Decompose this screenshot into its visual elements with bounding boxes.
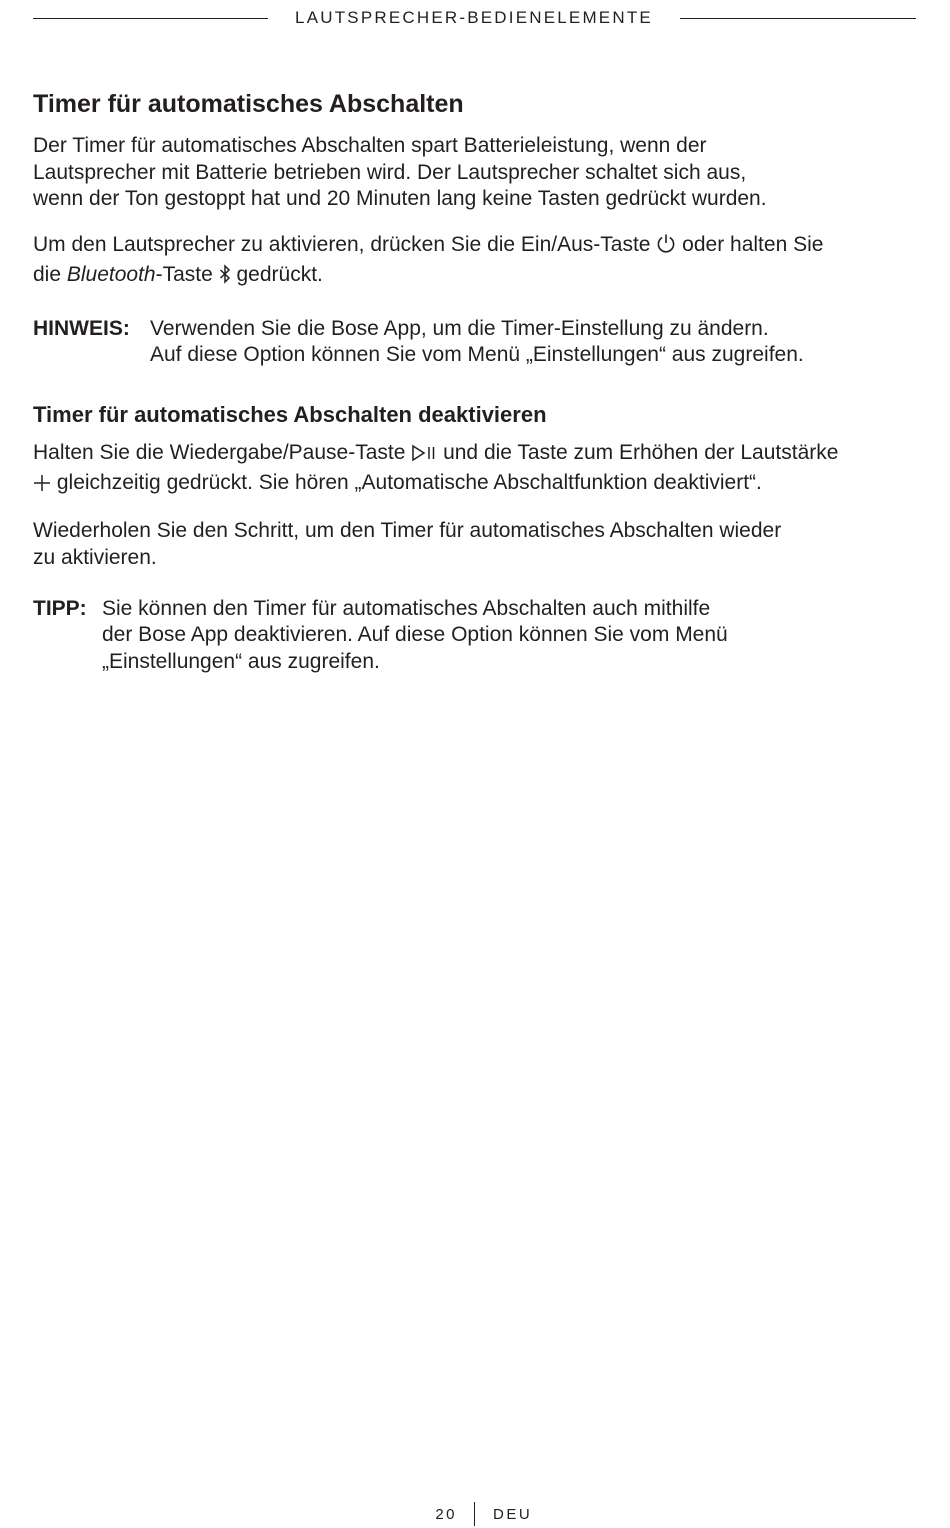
- text-line: der Bose App deaktivieren. Auf diese Option können Sie vom Menü: [102, 623, 728, 647]
- activation-paragraph: [33, 232, 918, 291]
- text-span: gleichzeitig gedrückt. Sie hören „Automatische Abschaltfunktion deaktiviert“.: [56, 470, 762, 494]
- tip-label: TIPP:: [33, 596, 87, 620]
- bluetooth-icon: [219, 264, 231, 292]
- header-rule-right: [680, 18, 916, 19]
- section-header: LAUTSPRECHER-BEDIENELEMENTE: [295, 8, 653, 27]
- language-code: DEU: [493, 1506, 533, 1523]
- text-line: wenn der Ton gestoppt hat und 20 Minuten lang keine Tasten gedrückt wurden.: [33, 187, 767, 211]
- bluetooth-term: Bluetooth: [66, 262, 156, 286]
- text-line: Auf diese Option können Sie vom Menü „Einstellungen“ aus zugreifen.: [150, 343, 804, 367]
- header-rule-left: [33, 18, 268, 19]
- page-footer: [0, 1502, 950, 1528]
- text-span: Um den Lautsprecher zu aktivieren, drücken Sie die Ein/Aus-Taste: [33, 233, 651, 257]
- hinweis-note: [33, 316, 918, 369]
- text-line: Verwenden Sie die Bose App, um die Timer-Einstellung zu ändern.: [150, 316, 769, 340]
- text-span: -Taste: [155, 262, 213, 286]
- text-line: Der Timer für automatisches Abschalten spart Batterieleistung, wenn der: [33, 134, 707, 157]
- text-span: gedrückt.: [236, 262, 323, 286]
- page-content: [33, 88, 918, 676]
- text-span: und die Taste zum Erhöhen der Lautstärke: [443, 440, 839, 464]
- play-pause-icon: [411, 443, 437, 470]
- text-span: oder halten Sie: [682, 233, 824, 257]
- text-line: zu aktivieren.: [33, 546, 157, 570]
- power-icon: [656, 233, 676, 262]
- text-line: Wiederholen Sie den Schritt, um den Timer für automatisches Abschalten wieder: [33, 519, 782, 543]
- text-line: „Einstellungen“ aus zugreifen.: [102, 650, 380, 674]
- repeat-paragraph: [33, 518, 918, 571]
- text-span: die: [33, 262, 62, 286]
- text-line: Sie können den Timer für automatisches Abschalten auch mithilfe: [102, 596, 711, 620]
- text-span: Halten Sie die Wiedergabe/Pause-Taste: [33, 440, 406, 464]
- tipp-note: [33, 596, 918, 676]
- intro-paragraph: [33, 133, 918, 213]
- section-title: Timer für automatisches Abschalten: [33, 90, 464, 118]
- text-line: Lautsprecher mit Batterie betrieben wird. Der Lautsprecher schaltet sich aus,: [33, 160, 747, 184]
- note-label: HINWEIS:: [33, 316, 130, 340]
- subsection-title: Timer für automatisches Abschalten deaktivieren: [33, 401, 547, 427]
- page-number: 20: [435, 1506, 457, 1523]
- note-text: [150, 316, 918, 369]
- plus-icon: [33, 473, 51, 500]
- deactivate-paragraph: [33, 440, 918, 499]
- footer-separator: [474, 1502, 475, 1526]
- tip-text: [102, 596, 918, 676]
